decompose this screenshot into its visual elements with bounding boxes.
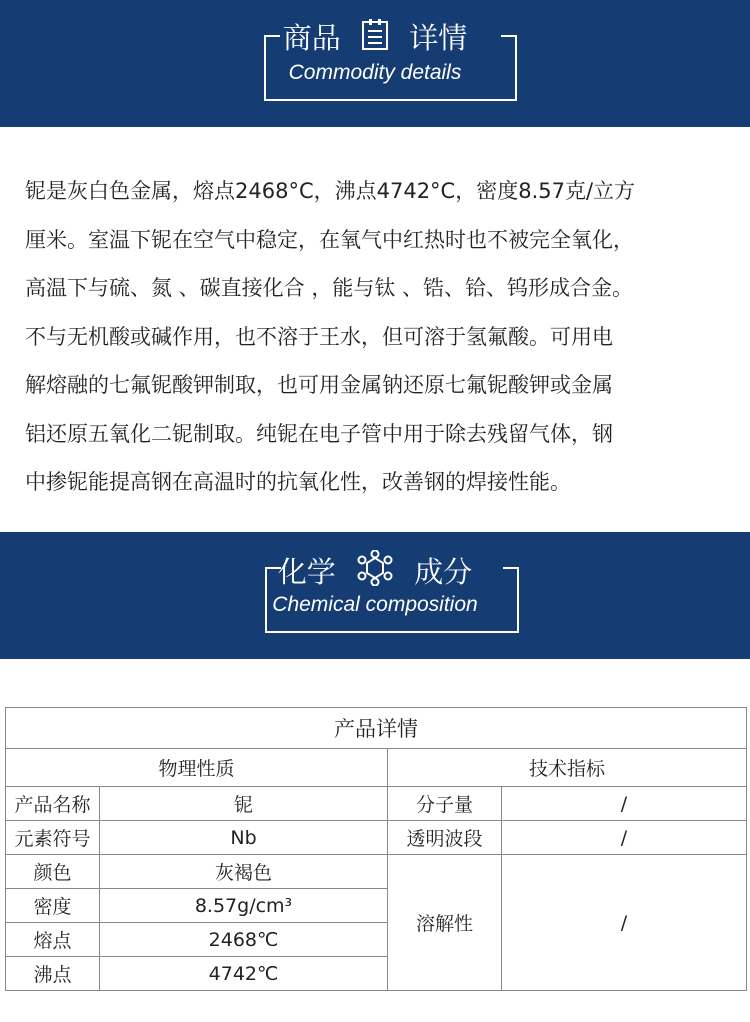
spec-value: / (502, 787, 747, 821)
description-line: 解熔融的七氟铌酸钾制取，也可用金属钠还原七氟铌酸钾或金属 (25, 373, 613, 397)
description-line: 不与无机酸或碱作用，也不溶于王水，但可溶于氢氟酸。可用电 (25, 324, 613, 349)
description-line: 中掺铌能提高钢在高温时的抗氧化性，改善钢的焊接性能。 (25, 470, 571, 494)
description-line: 铌是灰白色金属，熔点2468°C，沸点4742°C，密度8.57克/立方 (25, 179, 636, 203)
description-line: 高温下与硫、氮 、碳直接化合 ，能与钛 、锆、铪、钨形成合金。 (25, 276, 634, 300)
table-header-row (6, 749, 747, 787)
product-spec-table (5, 707, 747, 991)
banner-subtitle: Chemical composition (272, 593, 478, 616)
banner-title-left: 化学 (277, 555, 336, 589)
banner-title (0, 18, 750, 58)
property-value: Nb (100, 821, 388, 855)
molecule-icon (355, 550, 395, 594)
table-row (6, 855, 747, 889)
physical-properties-header: 物理性质 (6, 749, 388, 787)
banner-subtitle: Commodity details (288, 61, 462, 84)
property-label: 密度 (6, 889, 100, 923)
commodity-details-banner (0, 0, 750, 127)
property-label: 沸点 (6, 957, 100, 991)
banner-title-right: 成分 (414, 555, 473, 589)
property-label: 熔点 (6, 923, 100, 957)
description-text (25, 167, 750, 507)
spec-label: 透明波段 (388, 821, 502, 855)
property-value: 2468℃ (100, 923, 388, 957)
property-value: 4742℃ (100, 957, 388, 991)
clipboard-icon (360, 18, 390, 58)
property-value: 灰褐色 (100, 855, 388, 889)
solubility-value: / (502, 855, 747, 991)
table-caption: 产品详情 (6, 708, 747, 749)
description-line: 铝还原五氧化二铌制取。纯铌在电子管中用于除去残留气体，钢 (25, 421, 613, 446)
banner-title-right: 详情 (409, 21, 468, 55)
banner-title-left: 商品 (282, 21, 341, 55)
table-row (6, 821, 747, 855)
description-line: 厘米。室温下铌在空气中稳定，在氧气中红热时也不被完全氧化， (25, 227, 634, 252)
property-label: 产品名称 (6, 787, 100, 821)
chemical-composition-banner (0, 532, 750, 659)
technical-specs-header: 技术指标 (388, 749, 747, 787)
property-value: 8.57g/cm³ (100, 889, 388, 923)
property-value: 铌 (100, 787, 388, 821)
spec-label: 分子量 (388, 787, 502, 821)
spec-value: / (502, 821, 747, 855)
solubility-label: 溶解性 (388, 855, 502, 991)
property-label: 颜色 (6, 855, 100, 889)
banner-title (0, 550, 750, 594)
table-caption-row (6, 708, 747, 749)
property-label: 元素符号 (6, 821, 100, 855)
table-row (6, 787, 747, 821)
